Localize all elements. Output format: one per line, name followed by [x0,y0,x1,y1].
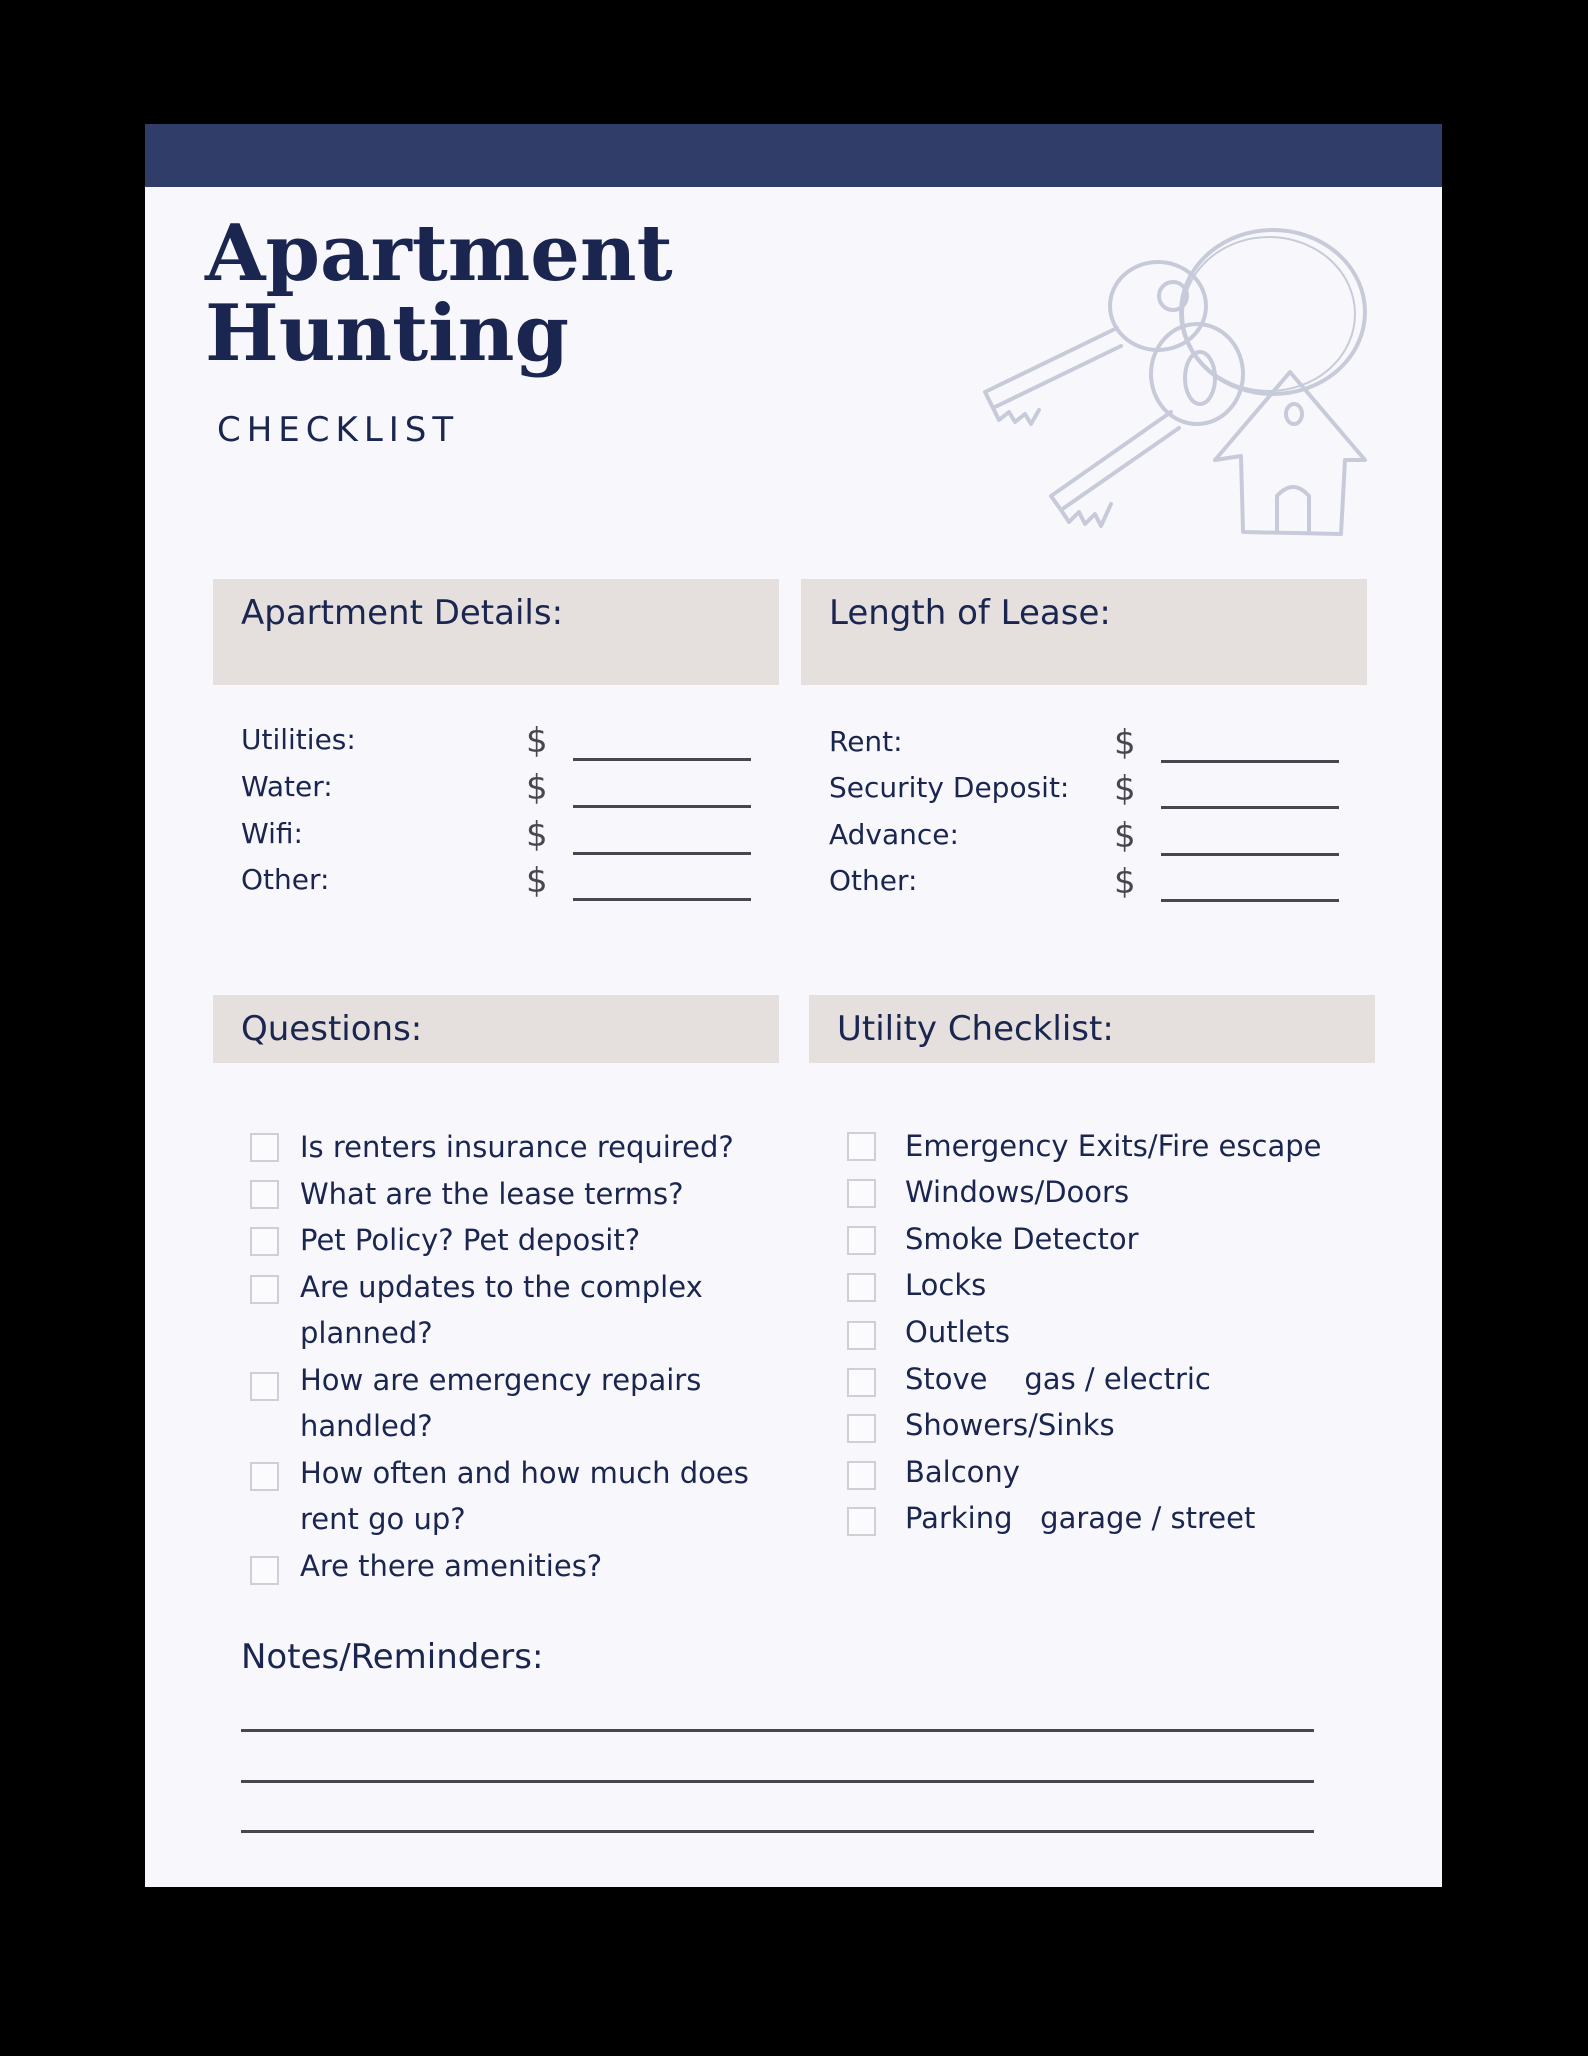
utility-text: Locks [905,1268,987,1302]
amount-blank-line [573,852,751,855]
amount-blank-line [573,758,751,761]
notes-heading: Notes/Reminders: [241,1637,544,1677]
cost-label: Security Deposit: [829,771,1070,804]
dollar-sign: $ [1114,816,1136,856]
dollar-sign: $ [1114,723,1136,763]
utility-text: Outlets [905,1315,1010,1349]
dollar-sign: $ [1114,862,1136,902]
cost-row-other [241,863,751,903]
utility-text: Parking garage / street [905,1501,1256,1535]
checkbox[interactable] [847,1368,876,1397]
utility-text: Stove gas / electric [905,1362,1211,1396]
checkbox[interactable] [250,1227,279,1256]
page-subtitle: CHECKLIST [217,410,460,450]
dollar-sign: $ [526,815,548,855]
checkbox[interactable] [847,1179,876,1208]
checkbox[interactable] [847,1132,876,1161]
question-text: Are updates to the complex [300,1270,703,1304]
cost-row-rent [829,725,1339,765]
question-text-continued: rent go up? [300,1502,466,1536]
checkbox[interactable] [250,1133,279,1162]
apartment-details-heading: Apartment Details: [241,593,564,633]
checkbox[interactable] [847,1507,876,1536]
cost-row-wifi [241,817,751,857]
checkbox[interactable] [847,1273,876,1302]
cost-label: Utilities: [241,723,356,756]
utility-text: Showers/Sinks [905,1408,1115,1442]
question-text: Is renters insurance required? [300,1130,734,1164]
cost-row-security-deposit [829,771,1339,811]
utility-checklist-heading: Utility Checklist: [837,1009,1114,1049]
checkbox[interactable] [250,1372,279,1401]
cost-label: Wifi: [241,817,303,850]
checkbox[interactable] [847,1321,876,1350]
cost-label: Other: [829,864,918,897]
header-accent-bar [145,124,1442,187]
cost-label: Rent: [829,725,903,758]
question-text-continued: planned? [300,1316,433,1350]
title-line-1: Apartment [205,208,673,299]
amount-blank-line [1161,853,1339,856]
question-text: How are emergency repairs [300,1363,702,1397]
questions-header [213,995,779,1063]
question-text: Pet Policy? Pet deposit? [300,1223,641,1257]
notes-line[interactable] [241,1830,1314,1833]
checkbox[interactable] [847,1414,876,1443]
amount-blank-line [1161,899,1339,902]
cost-row-utilities [241,723,751,763]
checkbox[interactable] [847,1226,876,1255]
title-line-2: Hunting [205,288,570,379]
checklist-page [145,124,1442,1887]
utility-text: Smoke Detector [905,1222,1139,1256]
utility-text: Balcony [905,1455,1020,1489]
amount-blank-line [1161,760,1339,763]
page-title [205,208,673,379]
checkbox[interactable] [250,1556,279,1585]
cost-label: Advance: [829,818,959,851]
cost-label: Water: [241,770,333,803]
cost-row-other-lease [829,864,1339,904]
length-of-lease-heading: Length of Lease: [829,593,1111,633]
cost-row-advance [829,818,1339,858]
dollar-sign: $ [1114,769,1136,809]
question-text-continued: handled? [300,1409,433,1443]
dollar-sign: $ [526,721,548,761]
checkbox[interactable] [847,1461,876,1490]
amount-blank-line [573,805,751,808]
question-text: What are the lease terms? [300,1177,684,1211]
cost-row-water [241,770,751,810]
utility-checklist-header [809,995,1375,1063]
questions-heading: Questions: [241,1009,423,1049]
dollar-sign: $ [526,768,548,808]
apartment-details-header [213,579,779,685]
keys-with-house-keychain-icon [965,224,1385,554]
notes-line[interactable] [241,1780,1314,1783]
checkbox[interactable] [250,1275,279,1304]
cost-label: Other: [241,863,330,896]
dollar-sign: $ [526,861,548,901]
question-text: How often and how much does [300,1456,749,1490]
checkbox[interactable] [250,1180,279,1209]
amount-blank-line [1161,806,1339,809]
utility-text: Emergency Exits/Fire escape [905,1129,1322,1163]
length-of-lease-header [801,579,1367,685]
amount-blank-line [573,898,751,901]
notes-line[interactable] [241,1729,1314,1732]
question-text: Are there amenities? [300,1549,603,1583]
utility-text: Windows/Doors [905,1175,1130,1209]
checkbox[interactable] [250,1462,279,1491]
